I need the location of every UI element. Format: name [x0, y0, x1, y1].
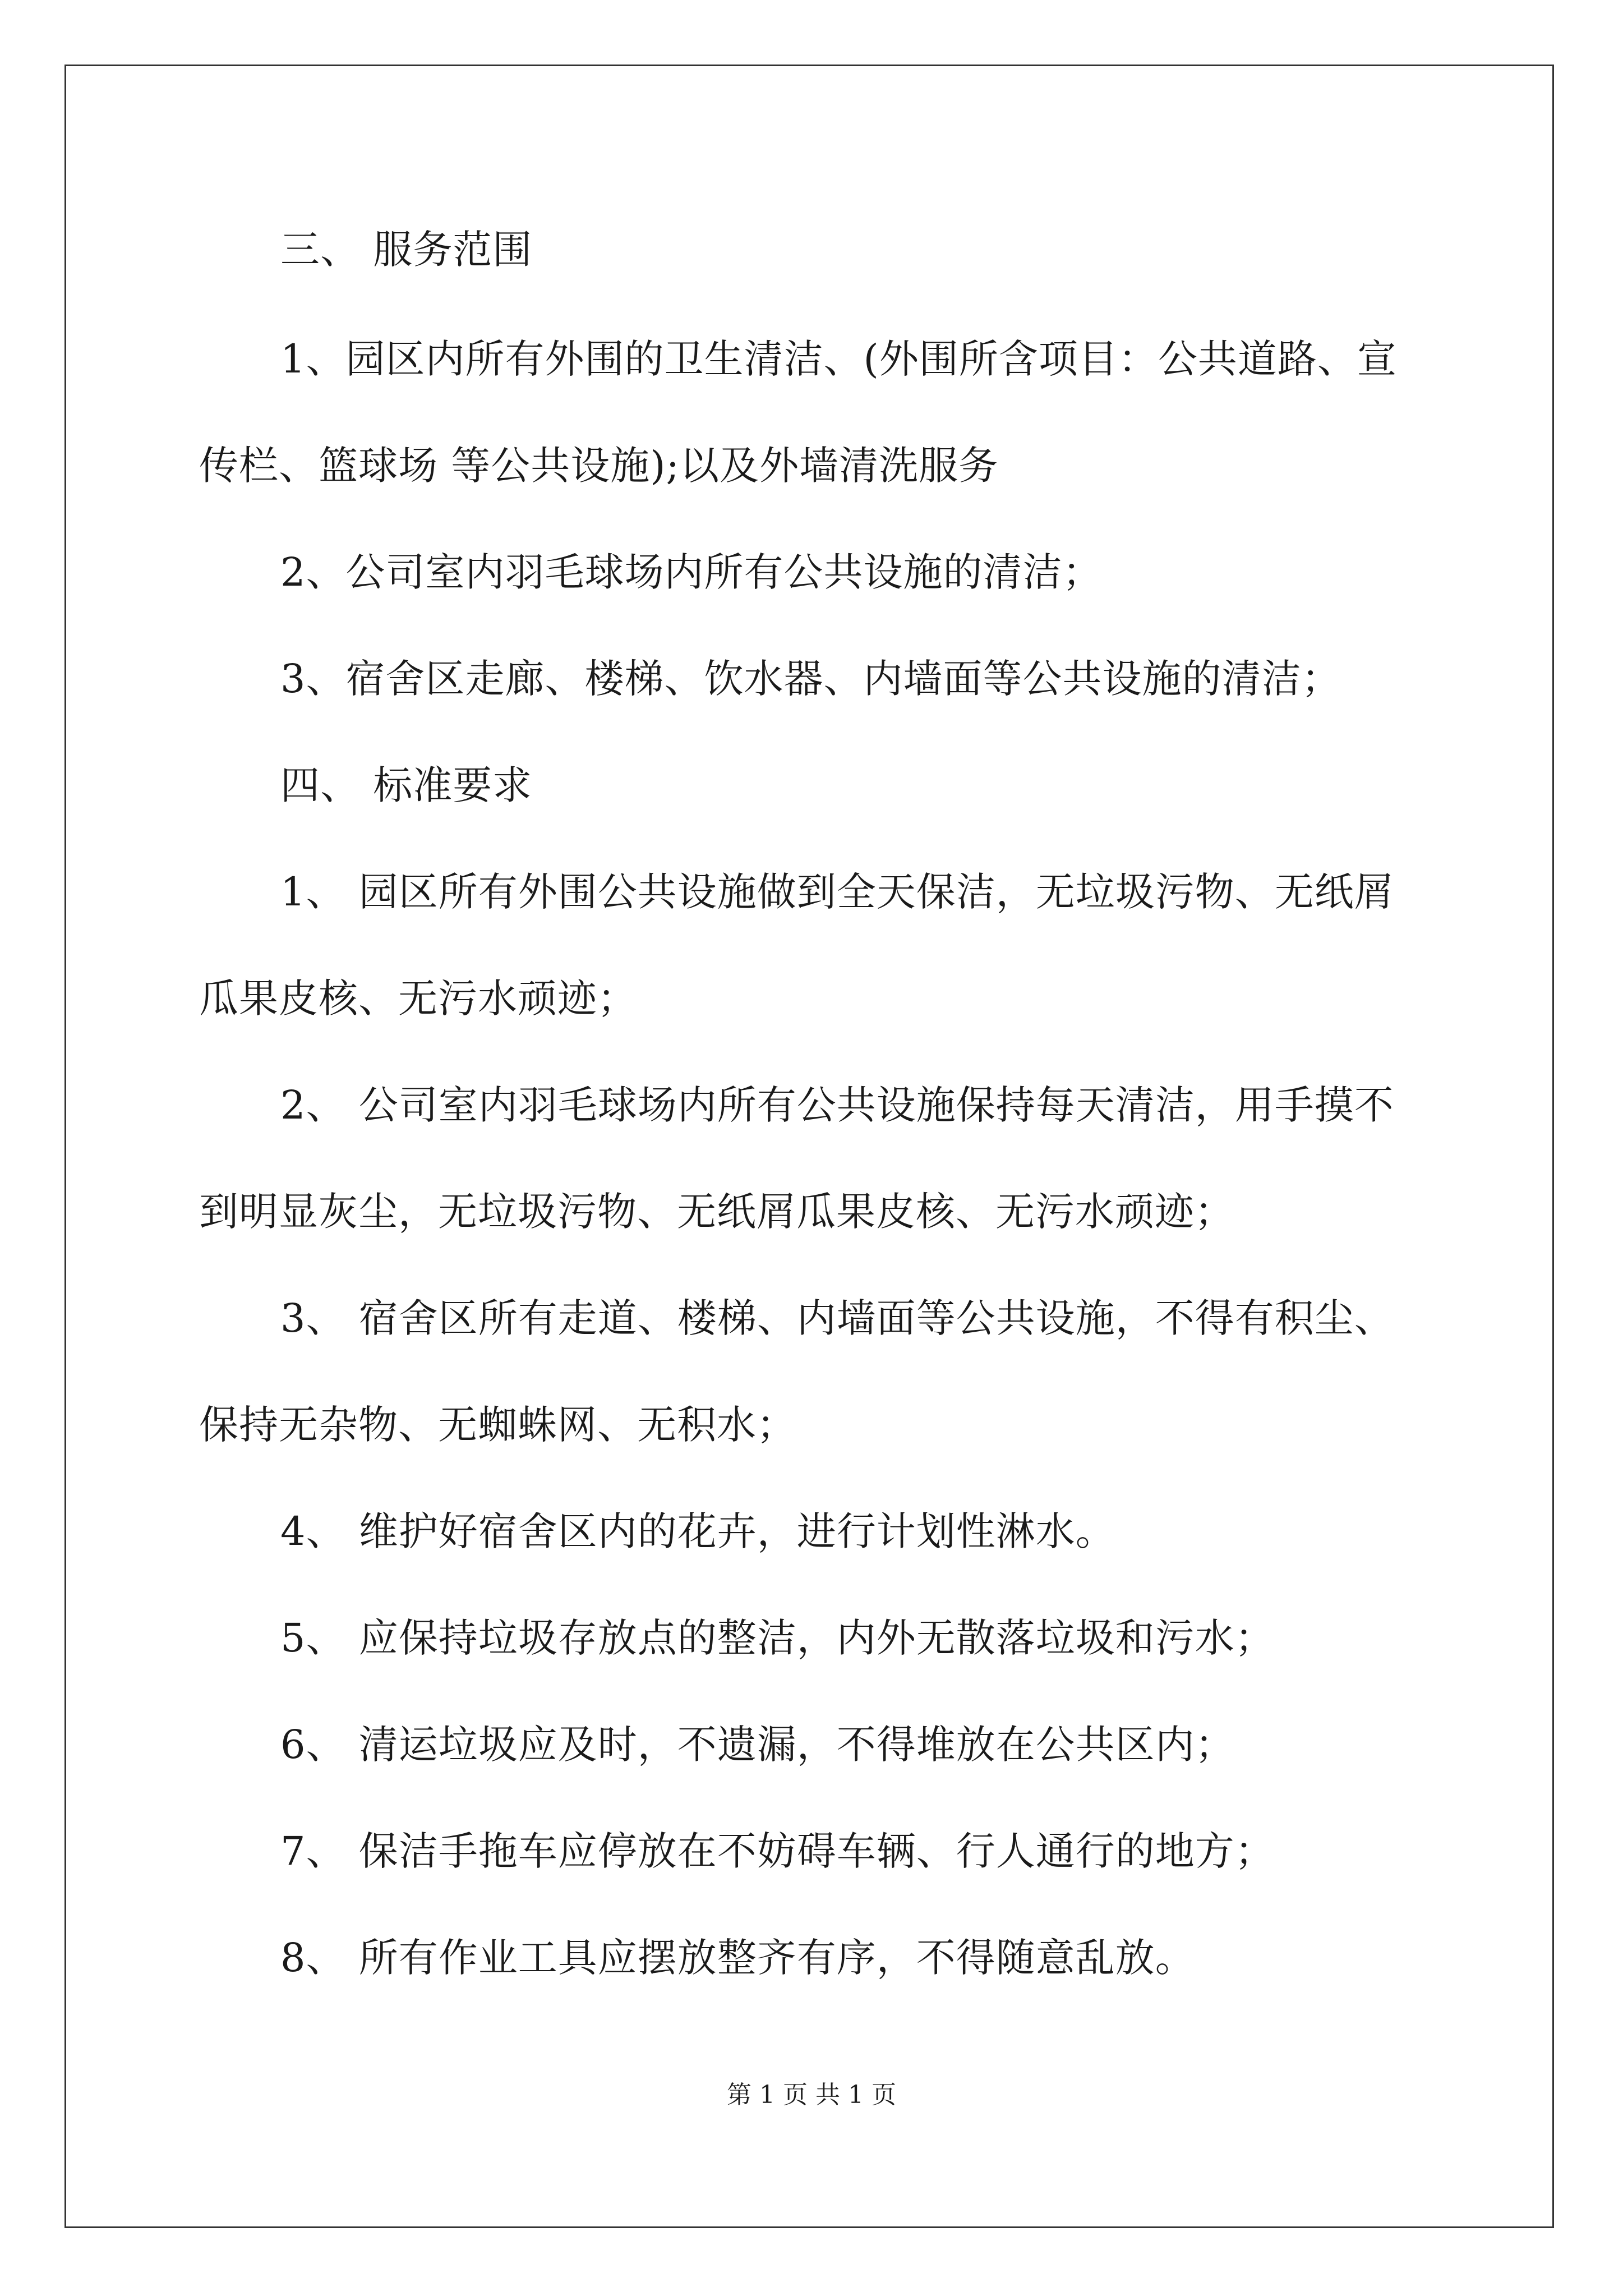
paragraph-line: 2、 公司室内羽毛球场内所有公共设施保持每天清洁，用手摸不: [280, 1082, 1394, 1128]
paragraph-line: 4、 维护好宿舍区内的花卉，进行计划性淋水。: [280, 1508, 1115, 1554]
paragraph-line: 3、 宿舍区所有走道、楼梯、内墙面等公共设施，不得有积尘、: [280, 1295, 1394, 1341]
section-heading-service-scope: 三、 服务范围: [280, 227, 533, 273]
paragraph-line: 5、 应保持垃圾存放点的整洁，内外无散落垃圾和污水；: [280, 1615, 1275, 1661]
paragraph-line: 1、 园区所有外围公共设施做到全天保洁，无垃圾污物、无纸屑: [280, 869, 1394, 915]
page-border: [64, 65, 1554, 2228]
paragraph-line: 传栏、篮球场 等公共设施);以及外墙清洗服务: [199, 443, 999, 489]
section-heading-standard-requirements: 四、 标准要求: [280, 762, 533, 808]
paragraph-line: 3、宿舍区走廊、楼梯、饮水器、内墙面等公共设施的清洁；: [280, 656, 1341, 702]
page-number-footer: 第 1 页 共 1 页: [727, 2081, 896, 2109]
paragraph-line: 瓜果皮核、无污水顽迹；: [199, 976, 637, 1022]
paragraph-line: 保持无杂物、无蜘蛛网、无积水；: [199, 1402, 796, 1448]
paragraph-line: 6、 清运垃圾应及时，不遗漏，不得堆放在公共区内；: [280, 1722, 1235, 1768]
paragraph-line: 7、 保洁手拖车应停放在不妨碍车辆、行人通行的地方；: [280, 1828, 1275, 1874]
paragraph-line: 1、园区内所有外围的卫生清洁、(外围所含项目：公共道路、宣: [280, 336, 1397, 382]
paragraph-line: 8、 所有作业工具应摆放整齐有序，不得随意乱放。: [280, 1935, 1195, 1981]
paragraph-line: 到明显灰尘，无垃圾污物、无纸屑瓜果皮核、无污水顽迹；: [199, 1189, 1234, 1235]
paragraph-line: 2、公司室内羽毛球场内所有公共设施的清洁；: [280, 549, 1103, 595]
